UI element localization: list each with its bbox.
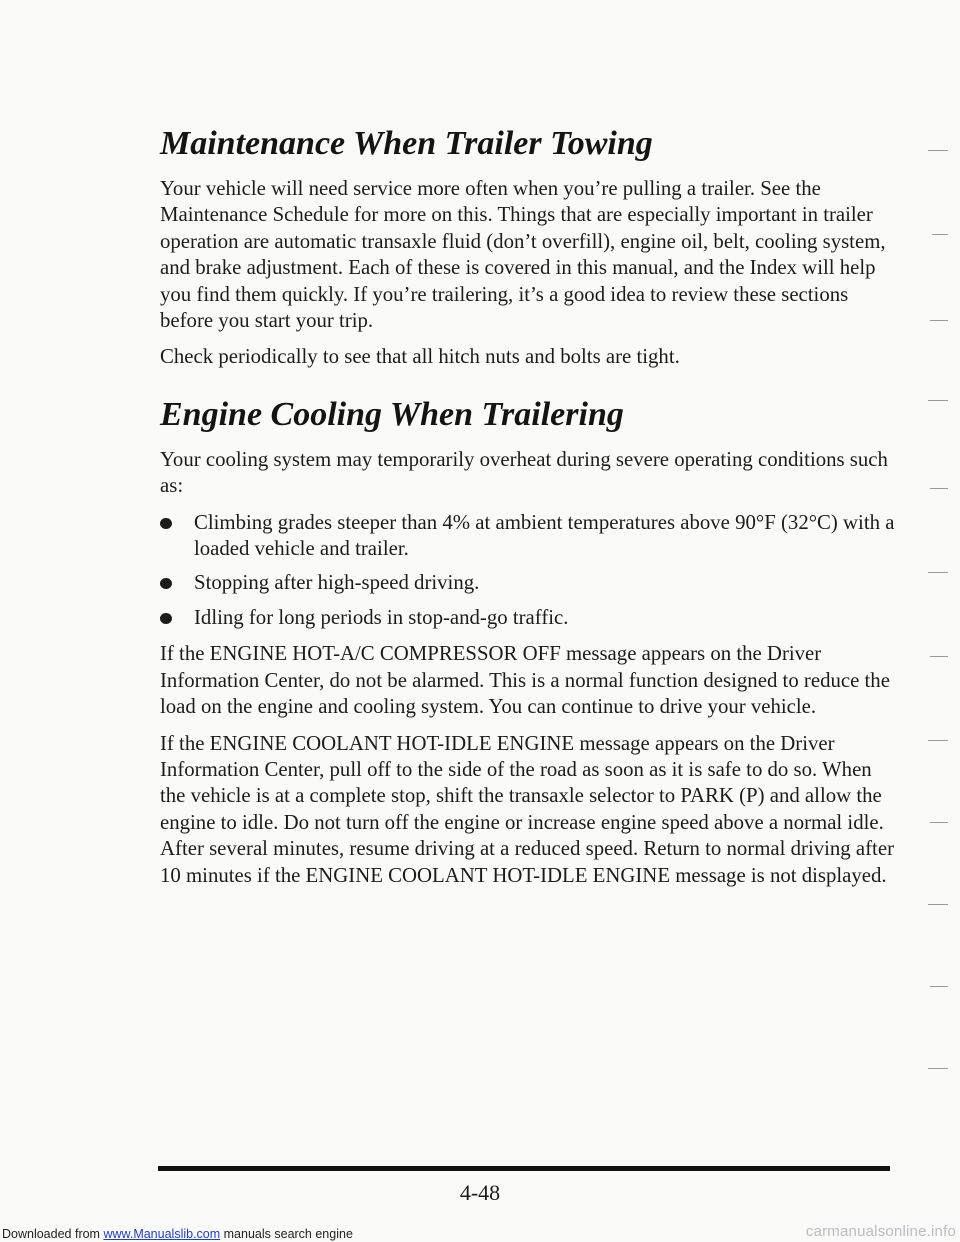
footer-rule (158, 1166, 890, 1171)
list-item (160, 570, 900, 596)
heading-engine-cooling-trailering: Engine Cooling When Trailering (160, 395, 624, 433)
bullet-icon (160, 613, 172, 624)
list-item (160, 605, 900, 631)
bullet-icon (160, 578, 172, 589)
page-number: 4-48 (459, 1180, 501, 1205)
list-item-text: Idling for long periods in stop-and-go traffic. (194, 605, 569, 629)
paragraph-cooling-intro: Your cooling system may temporarily overheat during severe operating conditions such as: (160, 447, 888, 498)
list-item (160, 510, 900, 563)
source-suffix: manuals search engine (220, 1227, 353, 1241)
paragraph-coolant-hot-message: If the ENGINE COOLANT HOT-IDLE ENGINE message appears on the Driver Information Center, pull off to the side of the road as soon as it is safe to do so. When the vehicle is at a complete stop, shift the transaxle selector to PARK (P) and allow the engine to idle. Do not turn off the engine or increase engine speed above a normal idle. After several minutes, resume driving at a reduced speed. Return to normal driving after 10 minutes if the ENGINE COOLANT HOT-IDLE ENGINE message is not displayed. (160, 731, 894, 887)
page-content (160, 124, 900, 889)
list-item-text: Stopping after high-speed driving. (194, 571, 480, 595)
paragraph-ac-compressor-message: If the ENGINE HOT-A/C COMPRESSOR OFF message appears on the Driver Information Center, do not be alarmed. This is a normal function designed to reduce the load on the engine and cooling system. You can continue to drive your vehicle. (160, 642, 890, 719)
watermark: carmanualsonline.info (805, 1223, 956, 1240)
paragraph-maintenance-service: Your vehicle will need service more often when you’re pulling a trailer. See the Maintenance Schedule for more on this. Things that are especially important in trailer operation are automatic transaxle fluid (don’t overfill), engine oil, belt, cooling system, and brake adjustment. Each of these is covered in this manual, and the Index will help you find them quickly. If you’re trailering, it’s a good idea to review these sections before you start your trip. (160, 177, 886, 333)
heading-maintenance-trailer-towing: Maintenance When Trailer Towing (160, 125, 653, 162)
source-prefix: Downloaded from (2, 1227, 104, 1241)
manualslib-link[interactable]: www.Manualslib.com (103, 1227, 221, 1241)
overheat-conditions-list (160, 510, 900, 632)
list-item-text: Climbing grades steeper than 4% at ambient temperatures above 90°F (32°C) with a loaded vehicle and trailer. (194, 510, 895, 561)
bullet-icon (160, 518, 172, 529)
paragraph-hitch-check: Check periodically to see that all hitch nuts and bolts are tight. (160, 345, 680, 369)
source-line (0, 1227, 355, 1242)
